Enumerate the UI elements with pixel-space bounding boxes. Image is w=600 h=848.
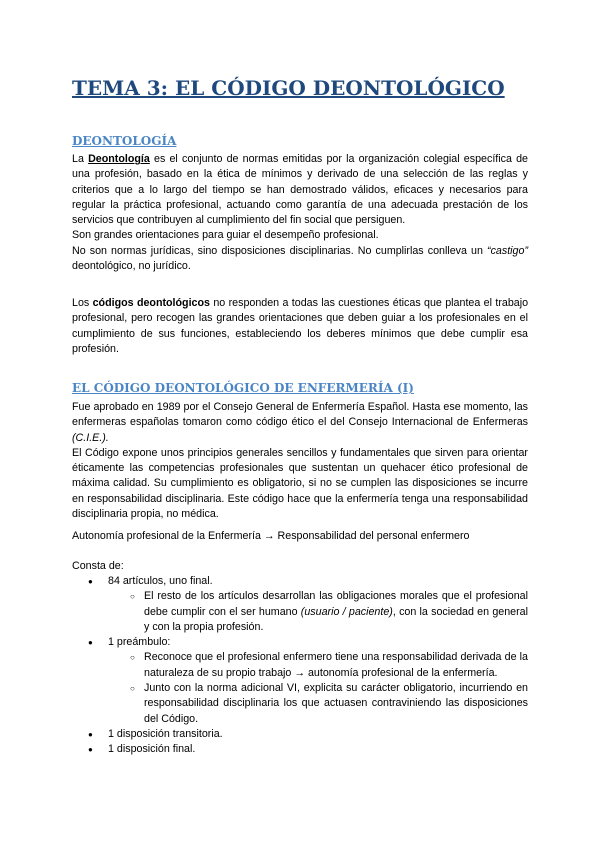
sub-list-item: ○ Reconoce que el profesional enfermero tiene una responsabilidad derivada de la naturaleza de su propio trabajo → autonomía profesional de la enfermería.	[108, 650, 528, 681]
abbr-cie: (C.I.E.).	[72, 431, 109, 444]
text: es el conjunto de normas emitidas por la organización colegial específica de una profesión, basado en la ética de mínimos y derivado de una selección de las reglas y criterios que a lo largo del tiempo se han demostrado válidos, eficaces y necesarios para regular la práctica profesional, actuando como garantía de una adecuada prestación de los servicios que contribuyen al cumplimiento del fin social que persiguen.	[72, 153, 528, 227]
text: El resto de los artículos desarrollan las obligaciones morales que el profesional debe cumplir con el ser humano	[144, 590, 528, 618]
sub-list-item: ○ Junto con la norma adicional VI, explicita su carácter obligatorio, incurriendo en responsabilidad disciplinaria los que actuasen contraviniendo las disposiciones del Código.	[108, 681, 528, 727]
paragraph-codigos	[72, 296, 528, 357]
list-item: ● 1 disposición final.	[72, 742, 528, 757]
page-title: TEMA 3: EL CÓDIGO DEONTOLÓGICO	[72, 76, 505, 100]
list-item: ● 1 disposición transitoria.	[72, 727, 528, 742]
text: Fue aprobado en 1989 por el Consejo General de Enfermería Español. Hasta ese momento, las enfermeras españolas tomaron como código ético el del Consejo Internacional de Enfermeras	[72, 401, 528, 429]
list-item	[72, 635, 528, 727]
quote-castigo: “castigo”	[487, 244, 528, 257]
term-deontologia: Deontología	[88, 153, 150, 165]
text: deontológico, no jurídico.	[72, 260, 191, 273]
paragraph-definition	[72, 152, 528, 228]
paragraph-autonomia: Autonomía profesional de la Enfermería → Responsabilidad del personal enfermero	[72, 530, 470, 542]
section-heading-deontologia: DEONTOLOGÍA	[72, 134, 177, 148]
paragraph-principios: El Código expone unos principios generales sencillos y fundamentales que sirven para orientar éticamente las competencias profesionales que sustentan un quehacer ético profesional de máxima calidad. Su cumplimiento es obligatorio, si no se cumplen las disposiciones se incurre en responsabilidad disciplinaria. Este código hace que la enfermería tenga una responsabilidad disciplinaria propia, no médica.	[72, 446, 528, 521]
text: La	[72, 153, 89, 165]
paragraph-normas	[72, 244, 528, 275]
text: no responden a todas las cuestiones éticas que plantea el trabajo profesional, pero recogen las grandes orientaciones que deben guiar a los profesionales en el cumplimiento de sus funciones, estableciendo los deberes mínimos que debe cumplir esa profesión.	[72, 297, 529, 355]
list-item-label: 84 artículos, uno final.	[108, 575, 213, 587]
text: (usuario / paciente)	[300, 605, 393, 618]
section-codigo-body	[72, 400, 528, 522]
list-item-label: 1 preámbulo:	[108, 636, 171, 649]
paragraph-consta: Consta de:	[72, 560, 124, 572]
paragraph-aprobado	[72, 400, 528, 446]
consta-list	[72, 574, 528, 758]
text: No son normas jurídicas, sino disposiciones disciplinarias. No cumplirlas conlleva un	[72, 244, 488, 257]
text: , con la sociedad en general y con la propia profesión.	[144, 605, 528, 633]
section-deontologia-body	[72, 152, 528, 274]
paragraph-orientaciones: Son grandes orientaciones para guiar el desempeño profesional.	[72, 229, 379, 242]
sub-list-item	[108, 589, 528, 635]
term-codigos-deontologicos: códigos deontológicos	[92, 297, 210, 309]
section-heading-codigo-enfermeria: EL CÓDIGO DEONTOLÓGICO DE ENFERMERÍA (I)	[72, 381, 414, 395]
list-item	[72, 574, 528, 635]
text: Los	[72, 297, 93, 309]
